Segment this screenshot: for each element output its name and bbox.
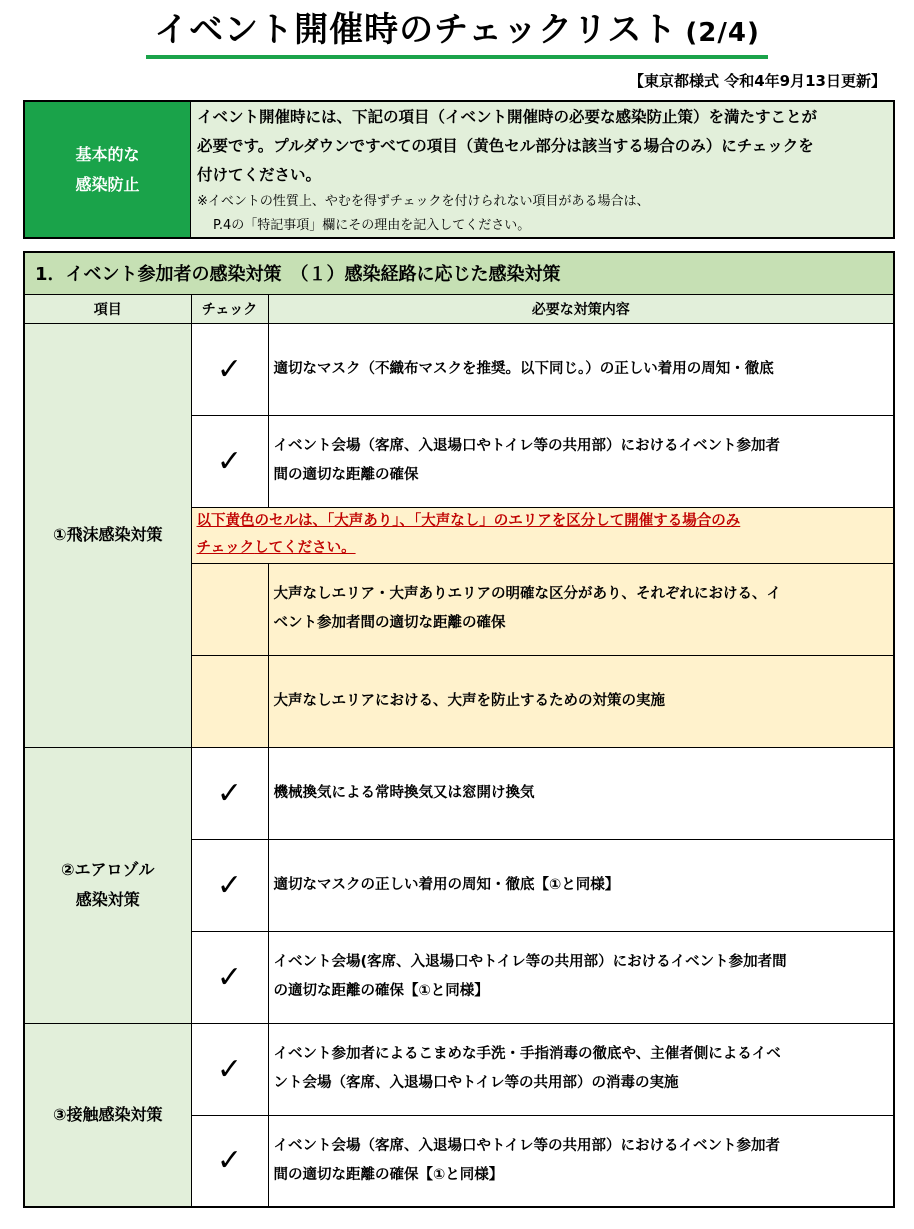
- basic-note-line1: ※イベントの性質上、やむを得ずチェックを付けられない項目がある場合は、: [197, 194, 650, 209]
- basic-prevention-box: [23, 100, 895, 239]
- category-aerosol: [24, 747, 191, 1023]
- checklist-table: [23, 251, 895, 1208]
- basic-label-line2: 感染防止: [75, 174, 140, 194]
- measure-line: 大声なしエリア・大声ありエリアの明確な区分があり、それぞれにおける、イ: [273, 586, 781, 602]
- table-row: [24, 1023, 894, 1115]
- measure-line: の適切な距離の確保【①と同様】: [273, 983, 489, 999]
- check-cell[interactable]: ✓: [191, 839, 268, 931]
- column-header-row: [24, 294, 894, 323]
- column-header-content: 必要な対策内容: [268, 294, 894, 323]
- check-cell[interactable]: ✓: [191, 415, 268, 507]
- check-cell[interactable]: ✓: [191, 1023, 268, 1115]
- check-cell[interactable]: ✓: [191, 747, 268, 839]
- update-note: 【東京都様式 令和4年9月13日更新】: [629, 72, 886, 90]
- measure-line: 機械換気による常時換気又は窓開け換気: [273, 784, 535, 801]
- check-cell[interactable]: ✓: [191, 931, 268, 1023]
- category-label-line: ②エアロゾル: [60, 860, 155, 879]
- yellow-note-part: してください。: [254, 540, 356, 556]
- check-cell[interactable]: [191, 655, 268, 747]
- basic-label-line1: 基本的な: [75, 144, 140, 164]
- basic-prevention-text: [191, 102, 893, 237]
- measure-line: 適切なマスクの正しい着用の周知・徹底【①と同様】: [273, 876, 620, 893]
- measure-text: [268, 839, 894, 931]
- measure-line: 適切なマスク（不織布マスクを推奨。以下同じ。）の正しい着用の周知・徹底: [273, 360, 774, 377]
- yellow-note: [191, 507, 894, 563]
- check-cell[interactable]: [191, 563, 268, 655]
- table-row: [24, 323, 894, 415]
- page-title-text: イベント開催時のチェックリスト: [154, 10, 678, 50]
- measure-line: イベント会場（客席、入退場口やトイレ等の共用部）におけるイベント参加者: [273, 1137, 780, 1154]
- measure-line: ベント参加者間の適切な距離の確保: [273, 615, 506, 631]
- measure-text: [268, 747, 894, 839]
- measure-line: 大声なしエリアにおける、大声を防止するための対策の実施: [273, 692, 665, 709]
- basic-text-line2: 必要です。プルダウンですべての項目（黄色セル部分は該当する場合のみ）にチェックを: [197, 137, 814, 155]
- measure-text: [268, 655, 894, 747]
- basic-prevention-label: [25, 102, 191, 237]
- measure-line: 間の適切な距離の確保: [273, 467, 419, 483]
- measure-text: [268, 931, 894, 1023]
- column-header-check: チェック: [191, 294, 268, 323]
- category-contact: ③接触感染対策: [24, 1023, 191, 1207]
- basic-note-line2: P.4の「特記事項」欄にその理由を記入してください。: [213, 218, 531, 233]
- measure-line: 間の適切な距離の確保【①と同様】: [273, 1166, 504, 1183]
- measure-text: [268, 1023, 894, 1115]
- measure-line: イベント参加者によるこまめな手洗・手指消毒の徹底や、主催者側によるイベ: [273, 1046, 781, 1062]
- measure-line: イベント会場（客席、入退場口やトイレ等の共用部）におけるイベント参加者: [273, 438, 780, 454]
- basic-text-line3: 付けてください。: [197, 166, 322, 184]
- title-area: [0, 8, 914, 59]
- measure-text: [268, 323, 894, 415]
- measure-text: [268, 415, 894, 507]
- table-row: [24, 747, 894, 839]
- measure-text: [268, 1115, 894, 1207]
- page-number: (2/4): [685, 18, 760, 48]
- category-droplet: ①飛沫感染対策: [24, 323, 191, 747]
- column-header-item: 項目: [24, 294, 191, 323]
- category-label-line: 感染対策: [75, 890, 140, 909]
- yellow-note-part: 以下黄色のセルは、: [196, 513, 327, 529]
- yellow-note-part: 「大声あり」、「大声なし」のエリアを区分して開催する場合のみ: [327, 513, 741, 529]
- page-title: [146, 8, 768, 59]
- check-cell[interactable]: ✓: [191, 323, 268, 415]
- measure-text: [268, 563, 894, 655]
- measure-line: ント会場（客席、入退場口やトイレ等の共用部）の消毒の実施: [273, 1075, 679, 1091]
- basic-text-line1: イベント開催時には、下記の項目（イベント開催時の必要な感染防止策）を満たすことが: [197, 108, 818, 126]
- measure-line: イベント会場(客席、入退場口やトイレ等の共用部）におけるイベント参加者間: [273, 954, 787, 970]
- yellow-note-part: チェック: [196, 540, 255, 556]
- check-cell[interactable]: ✓: [191, 1115, 268, 1207]
- section-title: 1．イベント参加者の感染対策 （１）感染経路に応じた感染対策: [24, 252, 894, 294]
